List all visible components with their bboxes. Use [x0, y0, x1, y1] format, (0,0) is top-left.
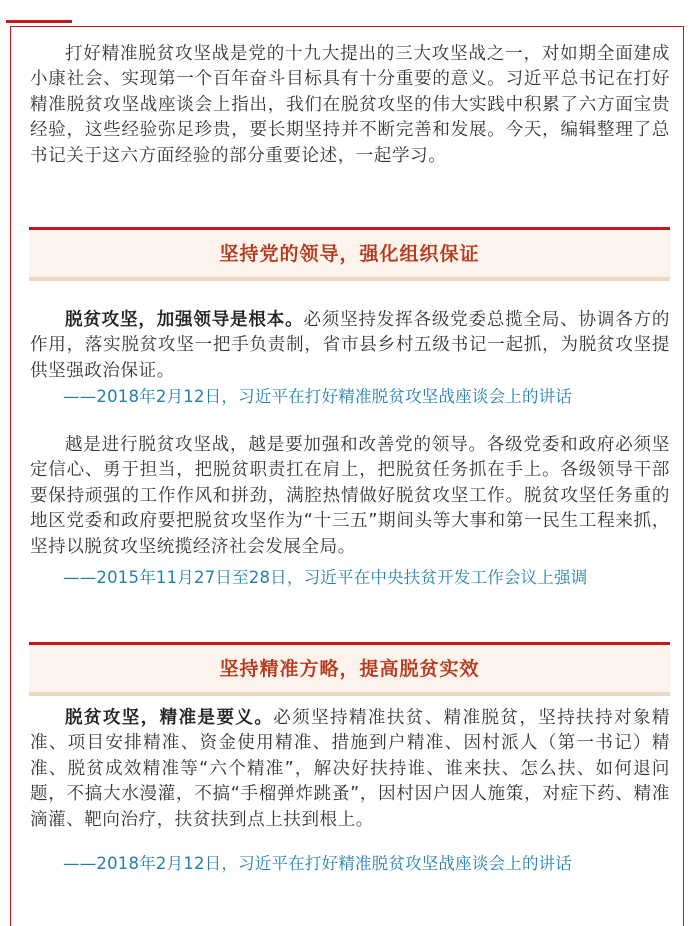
quote-citation: [30, 851, 670, 876]
section-title: 坚持党的领导，强化组织保证: [219, 243, 480, 265]
quote-lead: 脱贫攻坚，精准是要义。: [65, 708, 274, 728]
quote-paragraph: [30, 433, 670, 560]
quote-body: 必须坚持精准扶贫、精准脱贫，坚持扶持对象精准、项目安排精准、资金使用精准、措施到户精准、因村派人（第一书记）精准、脱贫成效精准等“六个精准”，解决好扶持谁、谁来扶、怎么扶、如何退问题，不搞大水漫灌，不搞“手榴弹炸跳蚤”，因村因户因人施策，对症下药、精准滴灌、靶向治疗，扶贫扶到点上扶到根上。: [30, 708, 670, 830]
quote-source: ——2018年2月12日，习近平在打好精准脱贫攻坚战座谈会上的讲话: [63, 387, 573, 406]
intro-paragraph: [30, 42, 670, 169]
quote-paragraph: [30, 308, 670, 384]
quote-source: ——2018年2月12日，习近平在打好精准脱贫攻坚战座谈会上的讲话: [63, 854, 573, 873]
top-accent-bar: [6, 20, 72, 23]
section-header-precision-strategy: [29, 642, 670, 696]
quote-body: 必须坚持发挥各级党委总揽全局、协调各方的作用，落实脱贫攻坚一把手负责制，省市县乡村五级书记一起抓，为脱贫攻坚提供坚强政治保证。: [30, 310, 671, 381]
quote-citation: [30, 384, 670, 409]
section-header-party-leadership: [29, 227, 670, 281]
quote-source: ——2015年11月27日至28日，习近平在中央扶贫开发工作会议上强调: [63, 568, 588, 587]
quote-body: 越是进行脱贫攻坚战，越是要加强和改善党的领导。各级党委和政府必须坚定信心、勇于担当，把脱贫职责扛在肩上，把脱贫任务抓在手上。各级领导干部要保持顽强的工作作风和拼劲，满腔热情做好脱贫攻坚工作。脱贫攻坚任务重的地区党委和政府要把脱贫攻坚作为“十三五”期间头等大事和第一民生工程来抓，坚持以脱贫攻坚统揽经济社会发展全局。: [30, 435, 670, 557]
quote-lead: 脱贫攻坚，加强领导是根本。: [65, 310, 304, 330]
quote-paragraph: [30, 706, 670, 833]
section-title: 坚持精准方略，提高脱贫实效: [219, 658, 480, 680]
quote-citation: [30, 565, 670, 590]
intro-text: 打好精准脱贫攻坚战是党的十九大提出的三大攻坚战之一，对如期全面建成小康社会、实现第一个百年奋斗目标具有十分重要的意义。习近平总书记在打好精准脱贫攻坚战座谈会上指出，我们在脱贫攻坚的伟大实践中积累了六方面宝贵经验，这些经验弥足珍贵，要长期坚持并不断完善和发展。今天，编辑整理了总书记关于这六方面经验的部分重要论述，一起学习。: [30, 44, 670, 166]
